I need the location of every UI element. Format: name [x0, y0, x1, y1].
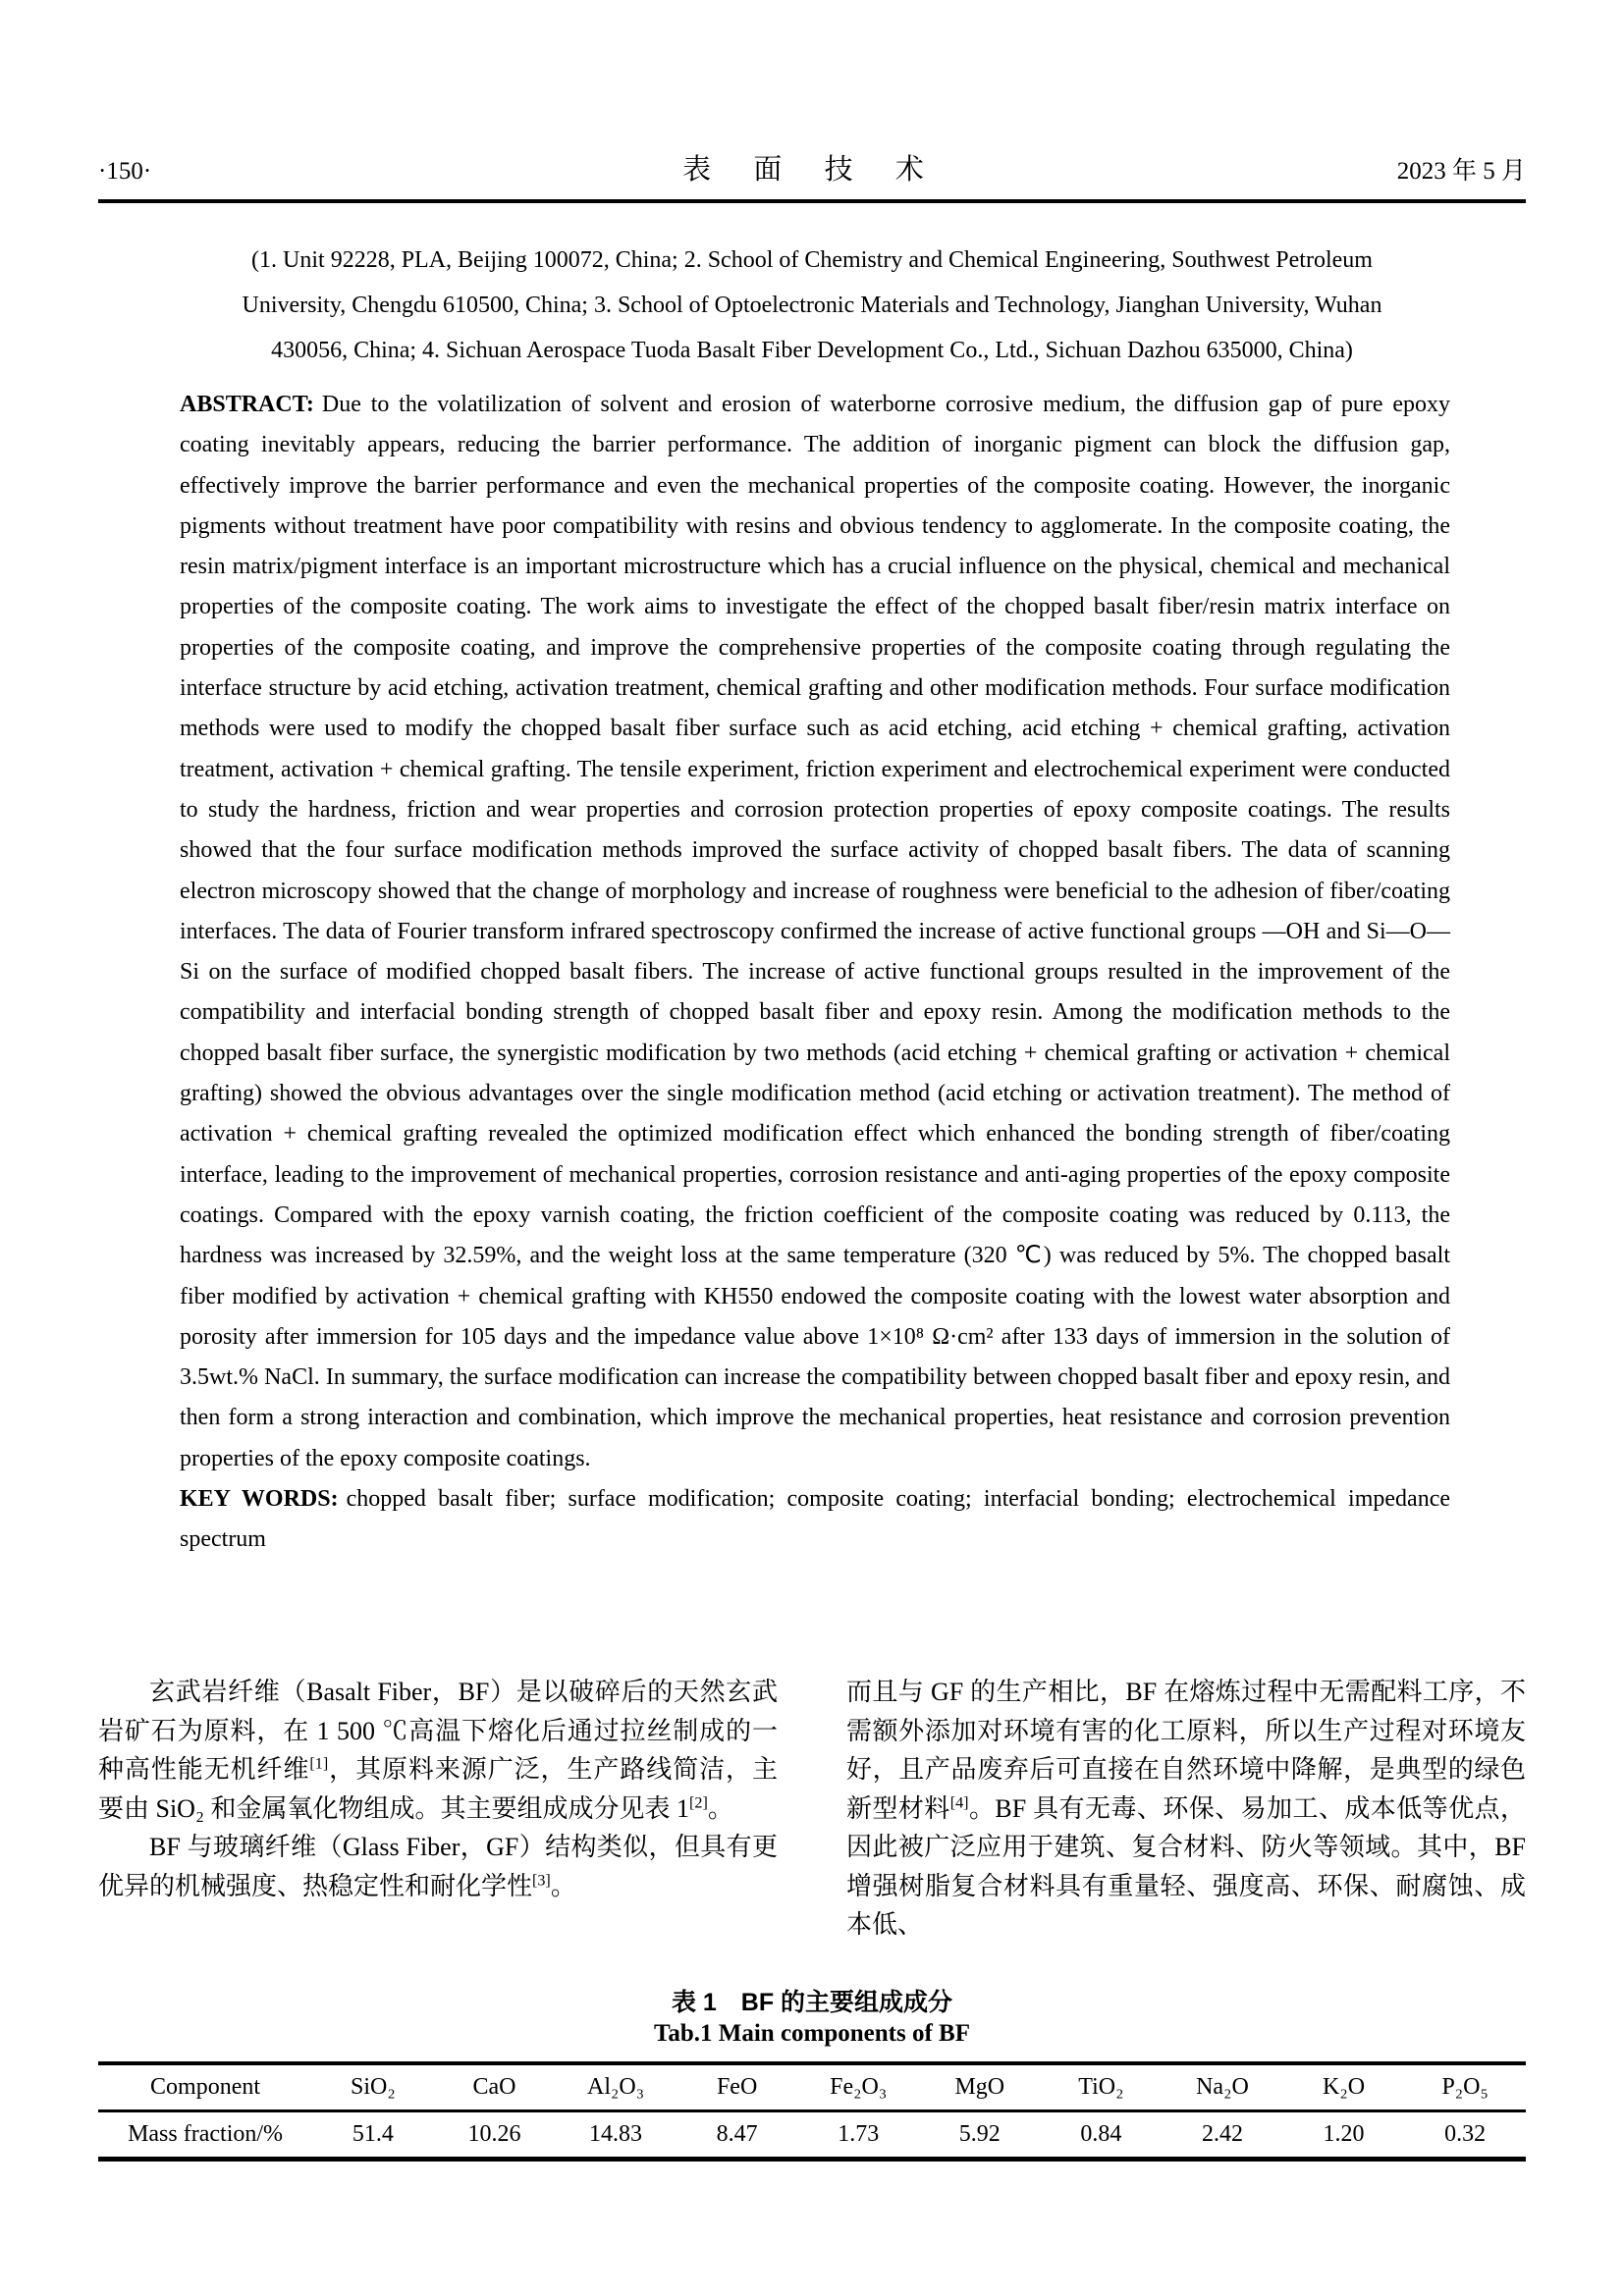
abstract-paragraph: [180, 385, 1450, 1479]
citation-superscript: [4]: [949, 1793, 969, 1811]
table-cell: 1.73: [838, 2121, 880, 2147]
citation-superscript: [1]: [309, 1755, 329, 1773]
affiliation-line: (1. Unit 92228, PLA, Beijing 100072, China; 2. School of Chemistry and Chemical Engineering, Southwest Petroleum: [251, 247, 1373, 273]
components-table: [98, 2061, 1526, 2162]
table-header-cell: MgO: [954, 2074, 1005, 2100]
affiliation-line: 430056, China; 4. Sichuan Aerospace Tuoda Basalt Fiber Development Co., Ltd., Sichuan Dazhou 635000, China): [271, 338, 1353, 363]
table-row: [98, 2111, 1526, 2160]
keywords-paragraph: [180, 1479, 1450, 1561]
issue-date: 2023 年 5 月: [1396, 158, 1526, 185]
text-run: 。BF 具有无毒、环保、易加工、成本低等优点，因此被广泛应用于建筑、复合材料、防火等领域。其中，BF 增强树脂复合材料具有重量轻、强度高、环保、耐腐蚀、成本低、: [846, 1793, 1526, 1939]
table-header-cell: Component: [150, 2074, 261, 2100]
keywords-label: KEY WORDS:: [180, 1486, 339, 1513]
text-run: 。: [707, 1793, 733, 1823]
table-cell: 1.20: [1323, 2121, 1365, 2147]
page-number: ·150·: [98, 158, 152, 185]
table-header-row: [98, 2063, 1526, 2111]
body-column-right: [846, 1673, 1526, 1945]
affiliation-block: [118, 238, 1506, 373]
body-paragraph: [846, 1673, 1526, 1945]
table-cell: 5.92: [958, 2121, 1001, 2147]
running-head: [98, 147, 1526, 187]
table-header-cell: SiO₂: [351, 2074, 396, 2100]
table-header-cell: Fe₂O₃: [830, 2074, 888, 2100]
table-header-cell: FeO: [716, 2074, 758, 2100]
table-cell: 8.47: [716, 2121, 758, 2147]
table-caption-en: Tab.1 Main components of BF: [653, 2020, 971, 2047]
citation-superscript: [2]: [689, 1793, 708, 1811]
affiliation-line: University, Chengdu 610500, China; 3. School of Optoelectronic Materials and Technology, Jianghan University, Wuhan: [242, 293, 1382, 318]
table-header-cell: CaO: [472, 2074, 516, 2100]
table-header-cell: Na₂O: [1196, 2074, 1249, 2100]
table-head: [98, 2063, 1526, 2111]
table-cell: 2.42: [1201, 2121, 1243, 2147]
text-run: 。: [550, 1871, 576, 1900]
table-cell: 0.84: [1080, 2121, 1122, 2147]
body-paragraph: [98, 1673, 778, 1828]
header-rule: [98, 199, 1526, 203]
keywords-text: chopped basalt fiber; surface modification; composite coating; interfacial bonding; electrochemical impedance spectrum: [180, 1486, 1450, 1553]
text-run: 而且与 GF 的生产相比，BF 在熔炼过程中无需配料工序，不需额外添加对环境有害的化工原料，所以生产过程对环境友好，且产品废弃后可直接在自然环境中降解，是典型的绿色新型材料: [846, 1678, 1526, 1823]
body-paragraph: [98, 1828, 778, 1905]
abstract-text: Due to the volatilization of solvent and erosion of waterborne corrosive medium, the diffusion gap of pure epoxy coating inevitably appears, reducing the barrier performance. The addition of inorganic pigment can block the diffusion gap, effectively improve the barrier performance and even the mechanical properties of the composite coating. However, the inorganic pigments without treatment have poor compatibility with resins and obvious tendency to agglomerate. In the composite coating, the resin matrix/pigment interface is an important microstructure which has a crucial influence on the physical, chemical and mechanical properties of the composite coating. The work aims to investigate the effect of the chopped basalt fiber/resin matrix interface on properties of the composite coating, and improve the comprehensive properties of the composite coating through regulating the interface structure by acid etching, activation treatment, chemical grafting and other modification methods. Four surface modification methods were used to modify the chopped basalt fiber surface such as acid etching, acid etching + chemical grafting, activation treatment, activation + chemical grafting. The tensile experiment, friction experiment and electrochemical experiment were conducted to study the hardness, friction and wear properties and corrosion protection properties of epoxy composite coatings. The results showed that the four surface modification methods improved the surface activity of chopped basalt fibers. The data of scanning electron microscopy showed that the change of morphology and increase of roughness were beneficial to the adhesion of fiber/coating interfaces. The data of Fourier transform infrared spectroscopy confirmed the increase of active functional groups —OH and Si—O—Si on the surface of modified chopped basalt fibers. The increase of active functional groups resulted in the improvement of the compatibility and interfacial bonding strength of chopped basalt fiber and epoxy resin. Among the modification methods to the chopped basalt fiber surface, the synergistic modification by two methods (acid etching + chemical grafting or activation + chemical grafting) showed the obvious advantages over the single modification method (acid etching or activation treatment). The method of activation + chemical grafting revealed the optimized modification effect which enhanced the bonding strength of fiber/coating interface, leading to the improvement of mechanical properties, corrosion resistance and anti-aging properties of the epoxy composite coatings. Compared with the epoxy varnish coating, the friction coefficient of the composite coating was reduced by 0.113, the hardness was increased by 32.59%, and the weight loss at the same temperature (320 ℃) was reduced by 5%. The chopped basalt fiber modified by activation + chemical grafting with KH550 endowed the composite coating with the lowest water absorption and porosity after immersion for 105 days and the impedance value above 1×10⁸ Ω·cm² after 133 days of immersion in the solution of 3.5wt.% NaCl. In summary, the surface modification can increase the compatibility between chopped basalt fiber and epoxy resin, and then form a strong interaction and combination, which improve the mechanical properties, heat resistance and corrosion prevention properties of the epoxy composite coatings.: [180, 392, 1450, 1471]
table-header-cell: P₂O₅: [1441, 2074, 1489, 2100]
citation-superscript: [3]: [532, 1871, 551, 1889]
abstract-label: ABSTRACT:: [180, 392, 314, 417]
table-cell: 0.32: [1444, 2121, 1487, 2147]
text-run: 玄武岩纤维（Basalt Fiber，BF）是以破碎后的天然玄武岩矿石为原料，在 1 500 ℃高温下熔化后通过拉丝制成的一种高性能无机纤维: [98, 1678, 778, 1784]
table-caption-zh: 表 1 BF 的主要组成成分: [671, 1989, 953, 2016]
table-header-cell: K₂O: [1323, 2074, 1366, 2100]
table-cell: Mass fraction/%: [128, 2121, 284, 2147]
table-header-cell: Al₂O₃: [587, 2074, 645, 2100]
text-run: ，其原料来源广泛，生产路线简洁，主要由 SiO₂ 和金属氧化物组成。其主要组成成分见表 1: [98, 1755, 778, 1823]
table-cell: 10.26: [467, 2121, 521, 2147]
table-cell: 14.83: [589, 2121, 643, 2147]
table-header-cell: TiO₂: [1078, 2074, 1124, 2100]
body-column-left: [98, 1673, 778, 1905]
journal-title: 表 面 技 术: [682, 154, 942, 186]
table-body: [98, 2111, 1526, 2160]
abstract-block: [180, 385, 1450, 1561]
table-cell: 51.4: [352, 2121, 394, 2147]
text-run: BF 与玻璃纤维（Glass Fiber，GF）结构类似，但具有更优异的机械强度、热稳定性和耐化学性: [98, 1833, 778, 1900]
